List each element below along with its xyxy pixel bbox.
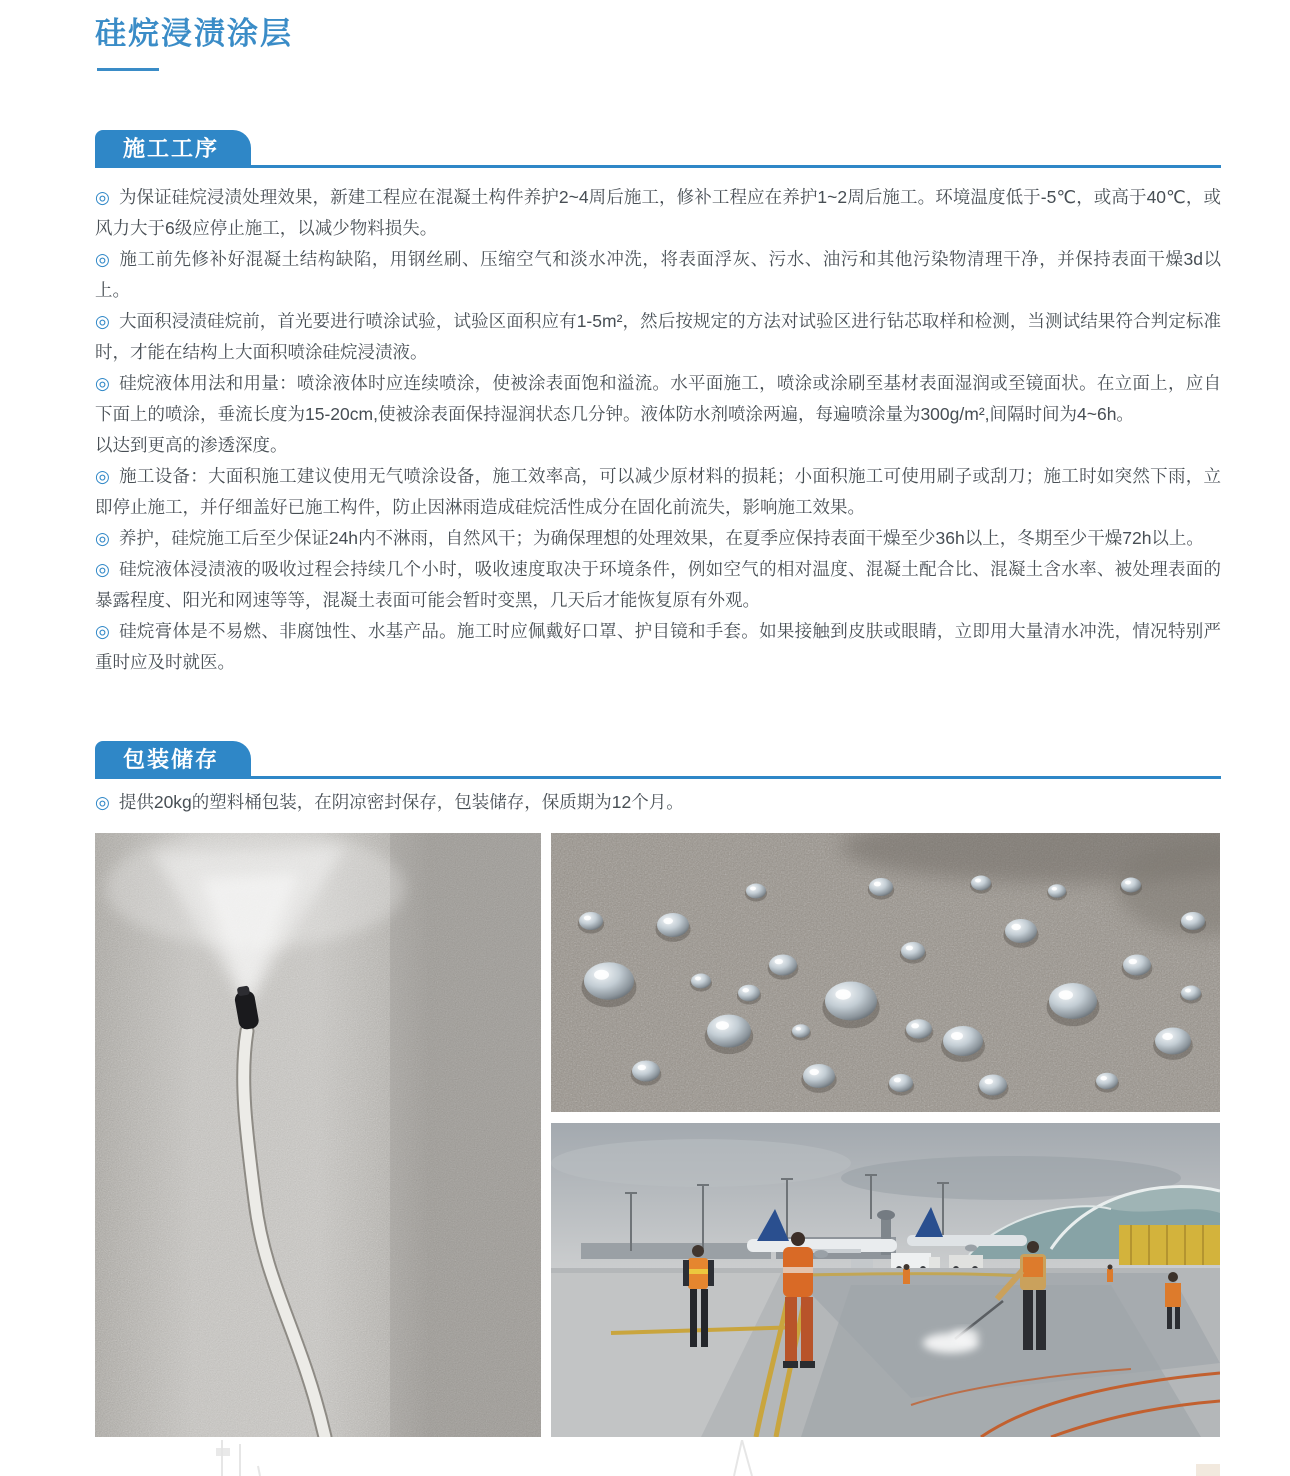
paragraph-text: 养护，硅烷施工后至少保证24h内不淋雨，自然风干；为确保理想的处理效果，在夏季应保持表面干燥至少36h以上，冬期至少干燥72h以上。 (118, 528, 1204, 548)
body-paragraph (95, 461, 1221, 523)
construction-fence (1119, 1225, 1220, 1265)
packaging-paragraphs (95, 787, 1221, 818)
body-paragraph (95, 368, 1221, 430)
bullet-icon: ◎ (95, 793, 110, 812)
airport-illustration (551, 1123, 1220, 1437)
paragraph-text: 提供20kg的塑料桶包装，在阴凉密封保存，包装储存，保质期为12个月。 (118, 792, 684, 812)
water-beads-illustration (551, 833, 1220, 1112)
section-header-construction (95, 130, 1221, 168)
paragraph-text: 为保证硅烷浸渍处理效果，新建工程应在混凝土构件养护2~4周后施工，修补工程应在养护1~2周后施工。环境温度低于-5℃，或高于40℃，或风力大于6级应停止施工，以减少物料损失。 (95, 187, 1221, 238)
bullet-icon: ◎ (95, 312, 110, 331)
bullet-icon: ◎ (95, 250, 111, 269)
bullet-icon: ◎ (95, 560, 111, 579)
section-rule (95, 165, 1221, 168)
hydrophobic-surface-photo (551, 833, 1220, 1112)
paragraph-text: 大面积浸渍硅烷前，首光要进行喷涂试验，试验区面积应有1-5m²，然后按规定的方法对试验区进行钻芯取样和检测，当测试结果符合判定标准时，才能在结构上大面积喷涂硅烷浸渍液。 (95, 311, 1221, 362)
body-paragraph (95, 244, 1221, 306)
paragraph-text: 以达到更高的渗透深度。 (95, 435, 288, 455)
body-paragraph (95, 306, 1221, 368)
spray-wall-illustration (95, 833, 541, 1437)
body-paragraph (95, 787, 1221, 818)
section-header-packaging (95, 741, 1221, 779)
spray-application-photo (95, 833, 541, 1437)
bullet-icon: ◎ (95, 529, 110, 548)
airport-apron-photo (551, 1123, 1220, 1437)
page-title: 硅烷浸渍涂层 (95, 16, 293, 51)
section-tab-construction (95, 130, 251, 168)
body-paragraph-continuation (95, 430, 1221, 461)
body-paragraph (95, 616, 1221, 678)
next-page-preview (0, 1440, 1290, 1476)
title-underline (97, 68, 159, 71)
bullet-icon: ◎ (95, 188, 110, 207)
body-paragraph (95, 523, 1221, 554)
paragraph-text: 施工前先修补好混凝土结构缺陷，用钢丝刷、压缩空气和淡水冲洗，将表面浮灰、污水、油污和其他污染物清理干净，并保持表面干燥3d以上。 (95, 249, 1221, 300)
paragraph-text: 施工设备：大面积施工建议使用无气喷涂设备，施工效率高，可以减少原材料的损耗；小面积施工可使用刷子或刮刀；施工时如突然下雨，立即停止施工，并仔细盖好已施工构件，防止因淋雨造成硅烷活性成分在固化前流失，影响施工效果。 (95, 466, 1221, 517)
section-rule (95, 776, 1221, 779)
section-heading-label: 包装储存 (123, 747, 220, 772)
construction-paragraphs (95, 182, 1221, 678)
section-heading-label: 施工工序 (123, 136, 220, 161)
paragraph-text: 硅烷液体用法和用量：喷涂液体时应连续喷涂，使被涂表面饱和溢流。水平面施工，喷涂或涂刷至基材表面湿润或至镜面状。在立面上，应自下面上的喷涂，垂流长度为15-20cm,使被涂表面保持湿润状态几分钟。液体防水剂喷涂两遍，每遍喷涂量为300g/m²,间隔时间为4~6h。 (95, 373, 1221, 424)
bullet-icon: ◎ (95, 467, 111, 486)
bullet-icon: ◎ (95, 374, 111, 393)
paragraph-text: 硅烷膏体是不易燃、非腐蚀性、水基产品。施工时应佩戴好口罩、护目镜和手套。如果接触到皮肤或眼睛，立即用大量清水冲洗，情况特别严重时应及时就医。 (95, 621, 1221, 672)
section-tab-packaging (95, 741, 251, 779)
paragraph-text: 硅烷液体浸渍液的吸收过程会持续几个小时，吸收速度取决于环境条件，例如空气的相对温度、混凝土配合比、混凝土含水率、被处理表面的暴露程度、阳光和网速等等，混凝土表面可能会暂时变黑，几天后才能恢复原有外观。 (95, 559, 1221, 610)
body-paragraph (95, 554, 1221, 616)
body-paragraph (95, 182, 1221, 244)
bullet-icon: ◎ (95, 622, 111, 641)
